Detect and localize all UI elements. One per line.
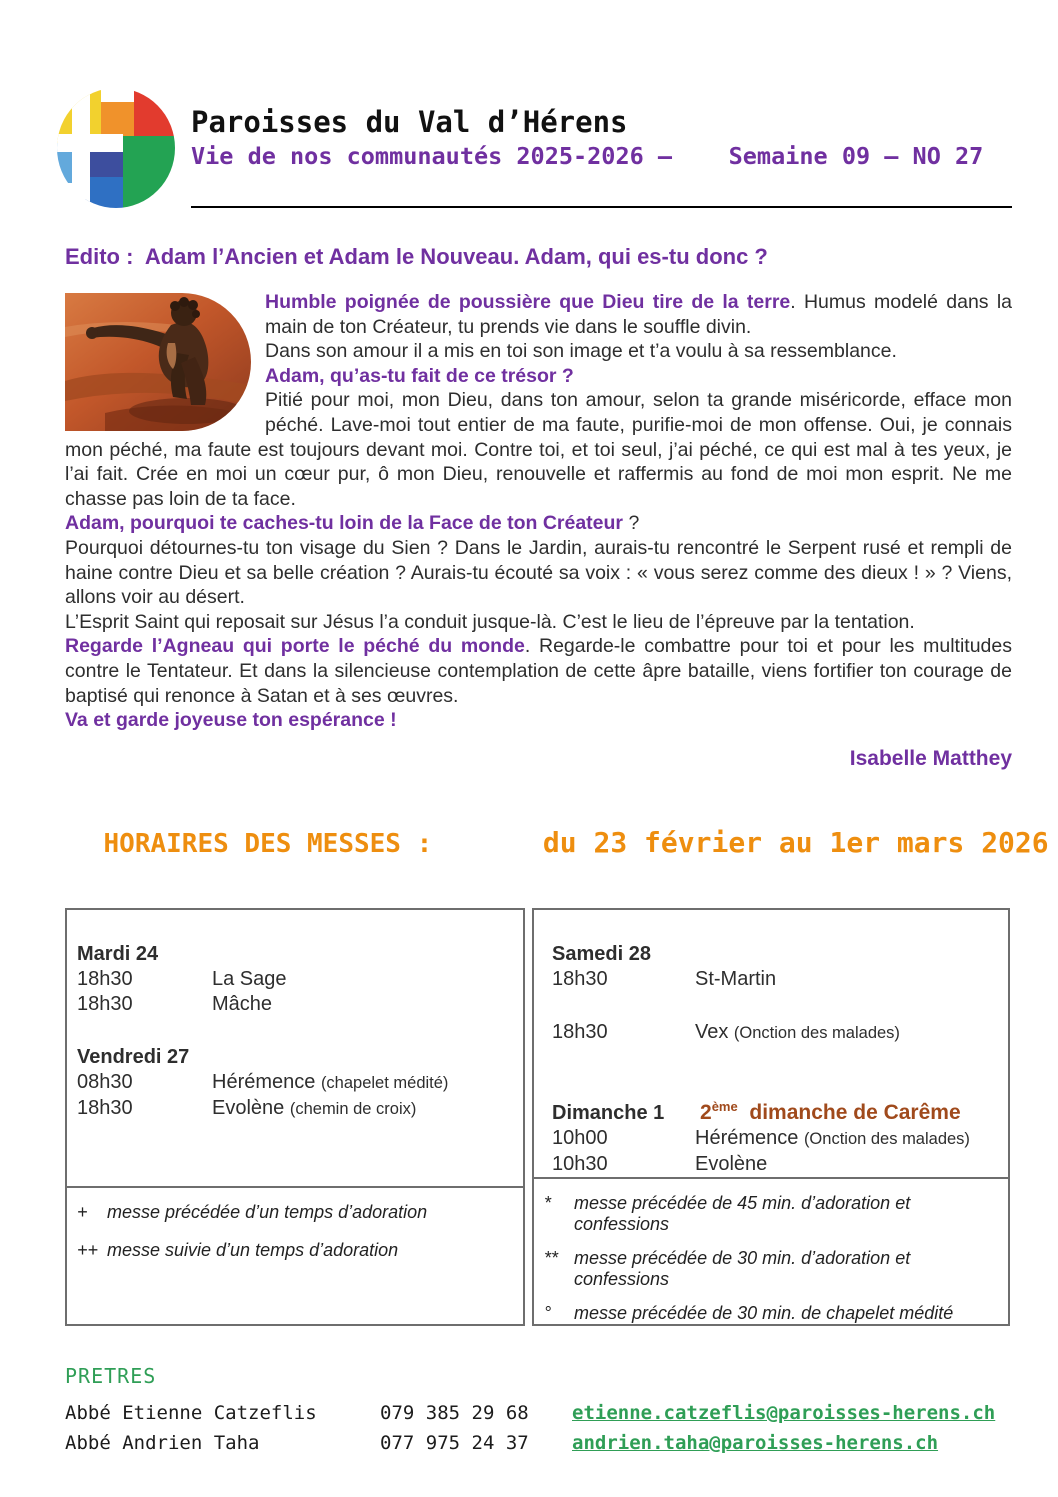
edito-p2: Dans son amour il a mis en toi son image et t’a voulu à sa ressemblance. xyxy=(265,340,897,363)
careme-label: 2ème dimanche de Carême xyxy=(700,1098,961,1124)
schedule-row: 18h30 St-Martin xyxy=(552,967,777,990)
mass-schedule-table xyxy=(65,908,1012,1326)
footnote-row: ** messe précédée de 30 min. d’adoration et confessions xyxy=(544,1247,911,1289)
priest-email-link[interactable]: etienne.catzeflis@paroisses-herens.ch xyxy=(572,1401,996,1424)
page-title: Paroisses du Val d’Hérens xyxy=(191,105,628,139)
schedule-left-main xyxy=(67,910,523,1186)
schedule-column-right xyxy=(532,908,1010,1326)
horaires-date-range: du 23 février au 1er mars 2026 xyxy=(542,825,1049,859)
priest-email-link[interactable]: andrien.taha@paroisses-herens.ch xyxy=(572,1431,939,1454)
footnote-row: ++ messe suivie d’un temps d’adoration xyxy=(77,1239,399,1260)
priest-phone: 079 385 29 68 xyxy=(380,1401,529,1424)
edito-p8-rest: . Regarde-le combattre pour toi et pour les multitudes contre le Tentateur. Et dans la silencieuse contemplation de cette âpre bataille, viens fortifier ton courage de baptisé qui renonce à Satan et à ses œuvres. xyxy=(65,635,1012,707)
edito-p5-rest: ? xyxy=(623,512,640,535)
priest-name: Abbé Andrien Taha xyxy=(65,1431,260,1454)
day-header: Mardi 24 xyxy=(77,942,159,965)
schedule-column-left xyxy=(65,908,525,1326)
priest-phone: 077 975 24 37 xyxy=(380,1431,529,1454)
edito-heading: Edito : Adam l’Ancien et Adam le Nouveau. Adam, qui es-tu donc ? xyxy=(65,244,768,269)
schedule-row: 10h00 Hérémence (Onction des malades) xyxy=(552,1126,970,1149)
schedule-right-main xyxy=(534,910,1008,1177)
edito-p1-lead: Humble poignée de poussière que Dieu tire de la terre xyxy=(265,291,791,313)
parish-cross-logo-icon xyxy=(57,88,175,208)
priest-row xyxy=(65,1428,1012,1458)
horaires-heading xyxy=(65,807,1049,878)
cross-horizontal-bar xyxy=(57,134,123,152)
footnote-row: ° messe précédée de 30 min. de chapelet médité xyxy=(544,1302,954,1323)
schedule-row: 18h30 Mâche xyxy=(77,992,273,1015)
schedule-note: (Onction des malades) xyxy=(803,1129,970,1148)
edito-body xyxy=(65,290,1012,733)
edito-p9-lead: Va et garde joyeuse ton espérance ! xyxy=(65,709,397,732)
schedule-row: 18h30 La Sage xyxy=(77,967,287,990)
schedule-row: 10h30 Evolène xyxy=(552,1152,768,1175)
edito-p4: Pitié pour moi, mon Dieu, dans ton amour, selon ta grande miséricorde, efface mon péché. Lave-moi tout entier de ma faute, purifie-moi de mon offense. Oui, je connais mon péché, ma faute est toujours devant moi. Contre toi, et toi seul, j’ai péché, ce qui est mal à tes yeux, je l’ai fait. Crée en moi un cœur pur, ô mon Dieu, renouvelle et raffermis au fond de moi mon esprit. Ne me chasse pas loin de ta face. xyxy=(65,389,1012,510)
footnote-row: + messe précédée d’un temps d’adoration xyxy=(77,1201,428,1222)
header-title-block xyxy=(191,88,1012,208)
edito-p6: Pourquoi détournes-tu ton visage du Sien ? Dans le Jardin, aurais-tu rencontré le Serpent rusé et rempli de haine contre Dieu et sa belle création ? Aurais-tu écouté sa voix : « vous serez comme des dieux ! » ? Viens, allons voir au désert. xyxy=(65,536,1012,609)
edito-p3-lead: Adam, qu’as-tu fait de ce trésor ? xyxy=(265,364,574,387)
schedule-left-footnotes xyxy=(67,1186,523,1324)
priest-name: Abbé Etienne Catzeflis xyxy=(65,1401,317,1424)
priests-heading: PRETRES xyxy=(65,1363,157,1388)
edito-p7: L’Esprit Saint qui reposait sur Jésus l’a conduit jusque-là. C’est le lieu de l’épreuve par la tentation. xyxy=(65,610,915,633)
page-subtitle: Vie de nos communautés 2025-2026 – Semaine 09 – NO 27 xyxy=(191,142,984,170)
day-header: Dimanche 1 xyxy=(552,1101,665,1124)
edito-p5-lead: Adam, pourquoi te caches-tu loin de la Face de ton Créateur xyxy=(65,512,624,535)
priest-row xyxy=(65,1398,1012,1428)
schedule-row: 18h30 Vex (Onction des malades) xyxy=(552,1020,900,1043)
schedule-note: (Onction des malades) xyxy=(733,1023,900,1042)
day-header: Samedi 28 xyxy=(552,942,651,965)
edito-p1-rest: . Humus modelé dans la main de ton Créateur, tu prends vie dans le souffle divin. xyxy=(265,291,1012,338)
newsletter-header xyxy=(57,88,1012,208)
horaires-label: HORAIRES DES MESSES : xyxy=(103,828,448,859)
schedule-note: (chapelet médité) xyxy=(320,1073,449,1092)
footnote-row: * messe précédée de 45 min. d’adoration et confessions xyxy=(544,1192,911,1234)
schedule-row: 18h30 Evolène (chemin de croix) xyxy=(77,1096,417,1119)
day-header: Vendredi 27 xyxy=(77,1045,190,1068)
schedule-note: (chemin de croix) xyxy=(289,1099,417,1118)
priests-section xyxy=(65,1364,1012,1458)
edito-p8-lead: Regarde l’Agneau qui porte le péché du monde xyxy=(65,635,525,658)
edito-signature: Isabelle Matthey xyxy=(849,746,1012,770)
schedule-right-footnotes xyxy=(534,1177,1008,1337)
adam-creation-illustration xyxy=(65,293,251,431)
schedule-row: 08h30 Hérémence (chapelet médité) xyxy=(77,1070,449,1093)
